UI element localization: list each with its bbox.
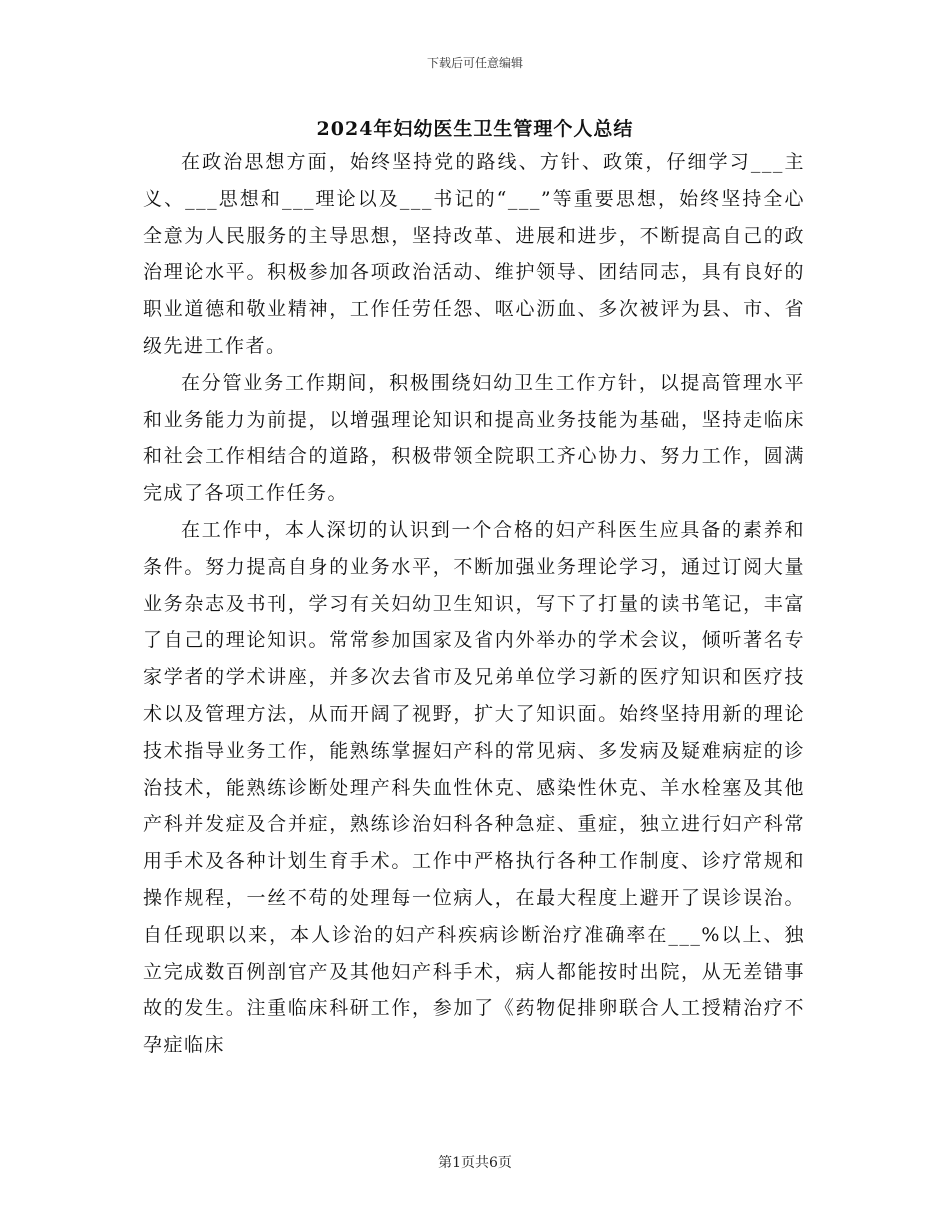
paragraph-management: 在分管业务工作期间，积极围绕妇幼卫生工作方针，以提高管理水平和业务能力为前提，以增强理论知识和提高业务技能为基础，坚持走临床和社会工作相结合的道路，积极带领全院职工齐心协力、努力工作，圆满完成了各项工作任务。 (143, 371, 805, 505)
document-title: 2024年妇幼医生卫生管理个人总结 (316, 118, 634, 140)
paragraph-clinical-work: 在工作中，本人深切的认识到一个合格的妇产科医生应具备的素养和条件。努力提高自身的业务水平，不断加强业务理论学习，通过订阅大量业务杂志及书刊，学习有关妇幼卫生知识，写下了打量的读书笔记，丰富了自己的理论知识。常常参加国家及省内外举办的学术会议，倾听著名专家学者的学术讲座，并多次去省市及兄弟单位学习新的医疗知识和医疗技术以及管理方法，从而开阔了视野，扩大了知识面。始终坚持用新的理论技术指导业务工作，能熟练掌握妇产科的常见病、多发病及疑难病症的诊治技术，能熟练诊断处理产科失血性休克、感染性休克、羊水栓塞及其他产科并发症及合并症，熟练诊治妇科各种急症、重症，独立进行妇产科常用手术及各种计划生育手术。工作中严格执行各种工作制度、诊疗常规和操作规程，一丝不苟的处理每一位病人，在最大程度上避开了误诊误治。自任现职以来，本人诊治的妇产科疾病诊断治疗准确率在___%以上、独立完成数百例剖官产及其他妇产科手术，病人都能按时出院，从无差错事故的发生。注重临床科研工作，参加了《药物促排卵联合人工授精治疗不孕症临床 (143, 518, 805, 1057)
page-number: 第1页共6页 (438, 1155, 512, 1171)
download-note: 下载后可任意编辑 (426, 56, 523, 70)
document-body (143, 144, 805, 1064)
paragraph-political: 在政治思想方面，始终坚持党的路线、方针、政策，仔细学习___主义、___思想和___理论以及___书记的“___”等重要思想，始终坚持全心全意为人民服务的主导思想，坚持改革、进展和进步，不断提高自己的政治理论水平。积极参加各项政治活动、维护领导、团结同志，具有良好的职业道德和敬业精神，工作任劳任怨、呕心沥血、多次被评为县、市、省级先进工作者。 (143, 151, 805, 357)
